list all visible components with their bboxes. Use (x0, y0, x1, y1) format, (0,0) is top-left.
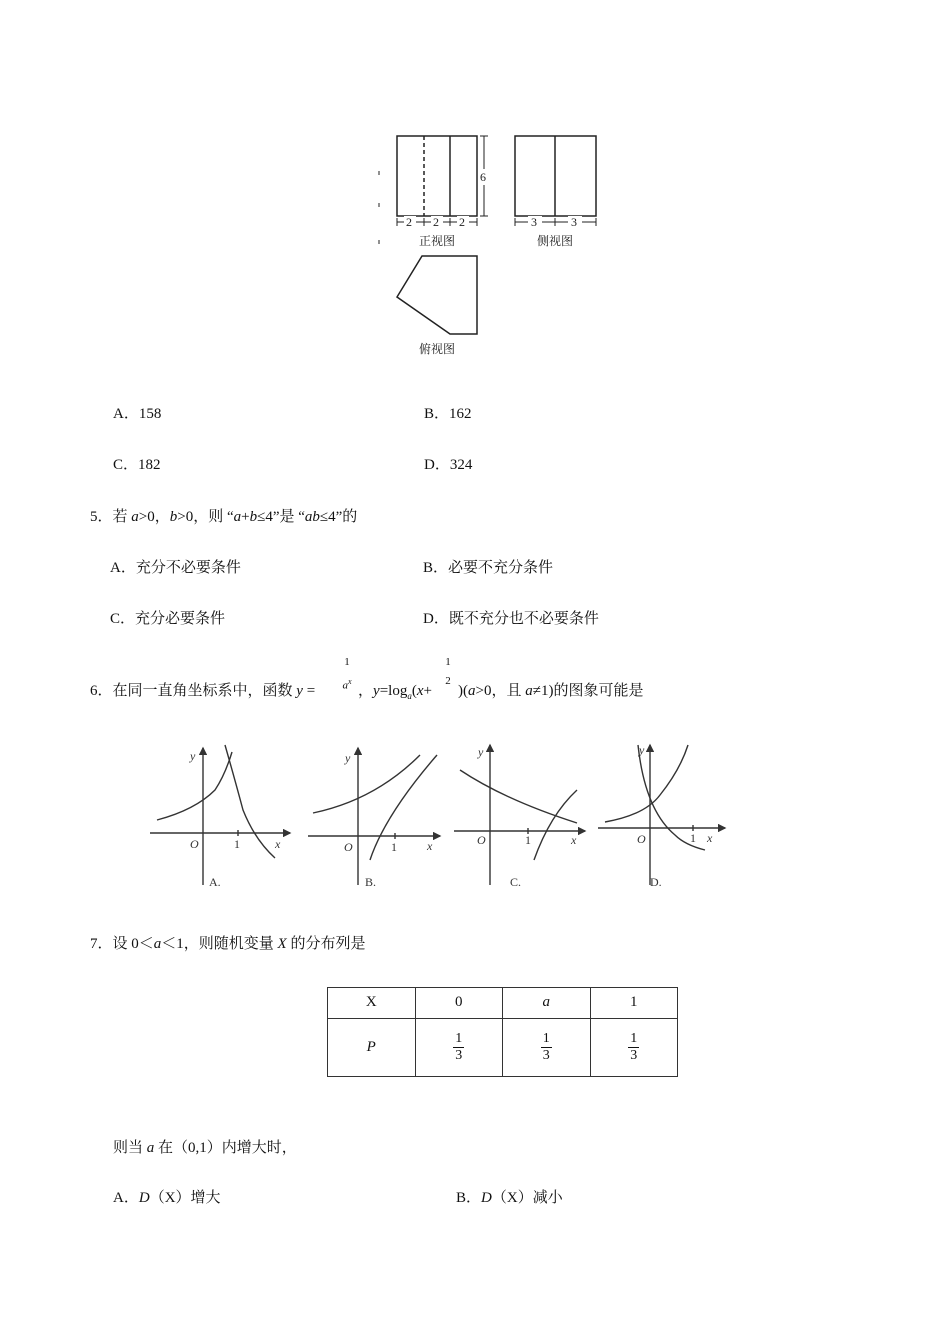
front-view-rect (397, 136, 477, 216)
q5-option-a: A．充分不必要条件 (110, 560, 241, 576)
front-dim-1: 2 (406, 215, 412, 229)
q6-number: 6． (90, 683, 113, 699)
q6-graphs (145, 740, 730, 895)
side-dim-2: 3 (571, 215, 577, 229)
q6-stem-end: )(a>0，且 a≠1)的图象可能是 (458, 683, 644, 699)
graph-a-x-label: x (275, 837, 281, 851)
graph-a-one: 1 (234, 837, 240, 851)
table-cell: a (503, 988, 591, 1019)
top-view-label: 俯视图 (419, 342, 456, 356)
q6-fraction-1-over-a-x: 1 $a^x$ (342, 656, 352, 692)
graph-c-label: C. (510, 875, 522, 889)
three-view-figure (370, 125, 610, 365)
height-dim-label: 6 (480, 170, 486, 184)
graph-d (598, 745, 725, 885)
front-dim-2: 2 (433, 215, 439, 229)
side-view-label: 侧视图 (537, 234, 574, 248)
graph-b-one: 1 (391, 840, 397, 854)
q5-option-b: B．必要不充分条件 (423, 560, 554, 576)
graph-d-y-label: y (639, 743, 645, 757)
side-dim-1: 3 (531, 215, 537, 229)
graph-d-label: D. (650, 875, 662, 889)
graph-a-y-label: y (190, 749, 196, 763)
graph-d-one: 1 (690, 831, 696, 845)
table-cell: X (328, 988, 416, 1019)
q5-option-d: D．既不充分也不必要条件 (423, 611, 599, 627)
q7-option-a: A．D（X）增大 (113, 1190, 221, 1206)
graph-b-x-label: x (427, 839, 433, 853)
graph-c-one: 1 (525, 833, 531, 847)
q6-fraction-half: 1 2 (445, 656, 451, 687)
graph-d-origin: O (637, 832, 646, 846)
q6-stem-cont: ，$y=\log_a(x+$ (358, 683, 432, 701)
table-cell: $\frac{1}{3}$ (590, 1018, 678, 1076)
graph-a (150, 745, 290, 885)
q6-stem: 6．在同一直角坐标系中，函数 y = (90, 683, 316, 699)
graph-c-x-label: x (571, 833, 577, 847)
q5-option-c: C．充分必要条件 (110, 611, 226, 627)
q4-option-d: D．324 (424, 457, 473, 473)
graph-c-y-label: y (478, 745, 484, 759)
table-row (328, 988, 678, 1019)
graph-a-label: A. (209, 875, 221, 889)
q5-stem: 5．若 a>0，b>0，则 “a+b≤4”是 “ab≤4”的 (90, 509, 358, 525)
graph-c (454, 745, 585, 885)
q4-option-b: B．162 (424, 406, 472, 422)
table-cell: P (328, 1018, 416, 1076)
graph-b (308, 748, 440, 885)
graph-b-y-label: y (345, 751, 351, 765)
q5-number: 5． (90, 509, 113, 525)
graph-b-origin: O (344, 840, 353, 854)
distribution-table (327, 987, 678, 1077)
graph-d-x-label: x (707, 831, 713, 845)
table-cell: $\frac{1}{3}$ (503, 1018, 591, 1076)
table-cell: 0 (415, 988, 503, 1019)
table-cell: 1 (590, 988, 678, 1019)
table-cell: $\frac{1}{3}$ (415, 1018, 503, 1076)
graph-c-origin: O (477, 833, 486, 847)
q7-option-b: B．D（X）减小 (456, 1190, 563, 1206)
q7-then: 则当 a 在（0,1）内增大时， (113, 1140, 297, 1156)
graph-a-origin: O (190, 837, 199, 851)
table-row (328, 1018, 678, 1076)
q7-number: 7． (90, 936, 113, 952)
q4-option-a: A．158 (113, 406, 162, 422)
front-view-label: 正视图 (419, 234, 456, 248)
q7-stem: 7．设 0＜a＜1，则随机变量 X 的分布列是 (90, 936, 366, 952)
q4-option-c: C．182 (113, 457, 161, 473)
top-view-polygon (397, 256, 477, 334)
graph-b-label: B. (365, 875, 377, 889)
front-dim-3: 2 (459, 215, 465, 229)
